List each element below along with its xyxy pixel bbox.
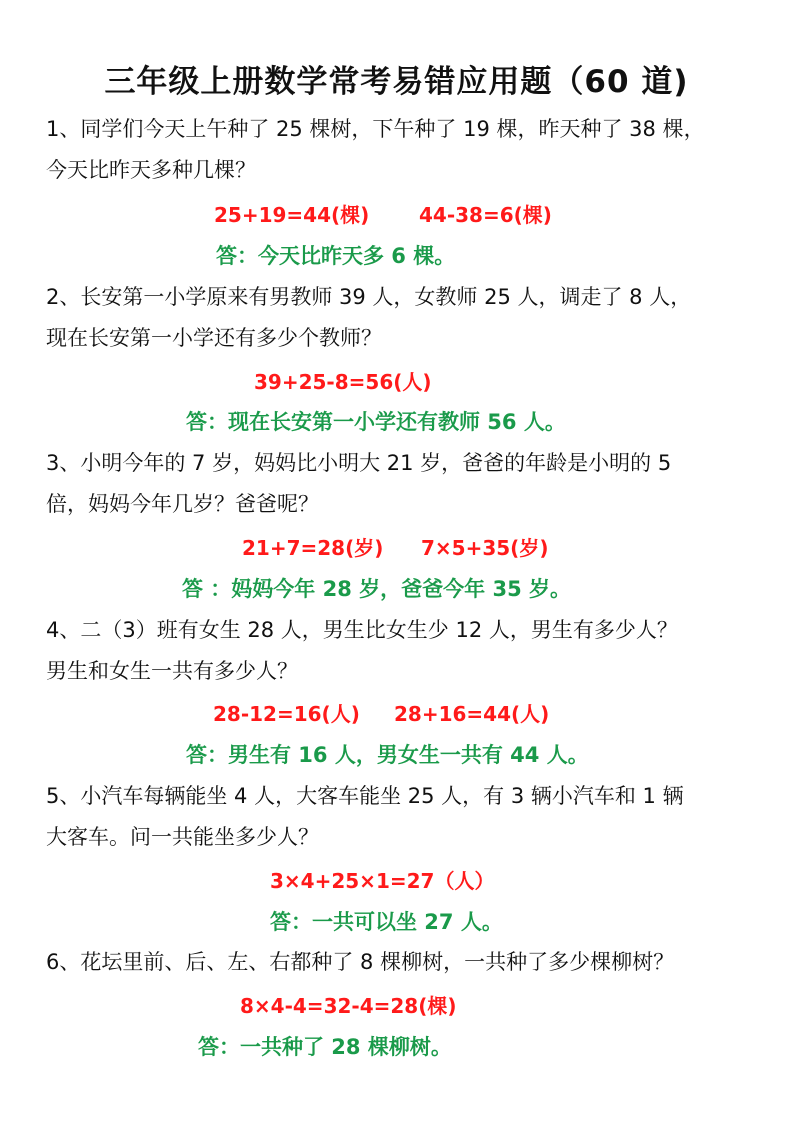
problem-3-calc-2: 7×5+35(岁): [421, 536, 549, 560]
problem-1-text: [46, 109, 758, 191]
problem-6-answer: 答：一共种了 28 棵柳树。: [198, 1035, 452, 1059]
problem-3-calc-1: 21+7=28(岁): [242, 536, 384, 560]
problem-1-line-1: 1、同学们今天上午种了 25 棵树，下午种了 19 棵，昨天种了 38 棵，: [46, 117, 705, 141]
problem-2-calc-1: 39+25-8=56(人): [254, 370, 432, 394]
problem-5-calc-1: 3×4+25×1=27（人）: [270, 869, 495, 893]
problem-1-calc-2: 44-38=6(棵): [419, 203, 552, 227]
problem-3-line-2: 倍，妈妈今年几岁？爸爸呢？: [46, 492, 319, 516]
problem-3-line-1: 3、小明今年的 7 岁，妈妈比小明大 21 岁，爸爸的年龄是小明的 5: [46, 451, 672, 475]
problem-6-line-1: 6、花坛里前、后、左、右都种了 8 棵柳树，一共种了多少棵柳树？: [46, 950, 675, 974]
problem-5-answer: 答：一共可以坐 27 人。: [270, 910, 503, 934]
problem-2-line-2: 现在长安第一小学还有多少个教师？: [46, 326, 382, 350]
problem-3-answer: 答 ：妈妈今年 28 岁，爸爸今年 35 岁。: [182, 577, 572, 601]
problem-5-text: [46, 776, 758, 858]
problem-1-answer: 答：今天比昨天多 6 棵。: [216, 244, 456, 268]
problem-3-text: [46, 443, 758, 525]
problem-1-calc-1: 25+19=44(棵): [214, 203, 370, 227]
problem-1-line-2: 今天比昨天多种几棵？: [46, 158, 256, 182]
problem-2-text: [46, 277, 758, 359]
problem-5-line-1: 5、小汽车每辆能坐 4 人，大客车能坐 25 人，有 3 辆小汽车和 1 辆: [46, 784, 684, 808]
problem-4-line-2: 男生和女生一共有多少人？: [46, 659, 298, 683]
problem-4-answer: 答：男生有 16 人，男女生一共有 44 人。: [186, 743, 589, 767]
problem-4-text: [46, 610, 758, 692]
problem-4-calc-2: 28+16=44(人): [394, 702, 550, 726]
page-title: 三年级上册数学常考易错应用题（60 道): [104, 64, 689, 100]
problem-4-calc-1: 28-12=16(人): [213, 702, 360, 726]
problem-2-answer: 答：现在长安第一小学还有教师 56 人。: [186, 410, 566, 434]
problem-4-line-1: 4、二（3）班有女生 28 人，男生比女生少 12 人，男生有多少人？: [46, 618, 678, 642]
problem-6-calc-1: 8×4-4=32-4=28(棵): [240, 994, 457, 1018]
problem-6-text: [46, 942, 758, 983]
problem-2-line-1: 2、长安第一小学原来有男教师 39 人，女教师 25 人，调走了 8 人，: [46, 285, 692, 309]
problem-5-line-2: 大客车。问一共能坐多少人？: [46, 825, 319, 849]
